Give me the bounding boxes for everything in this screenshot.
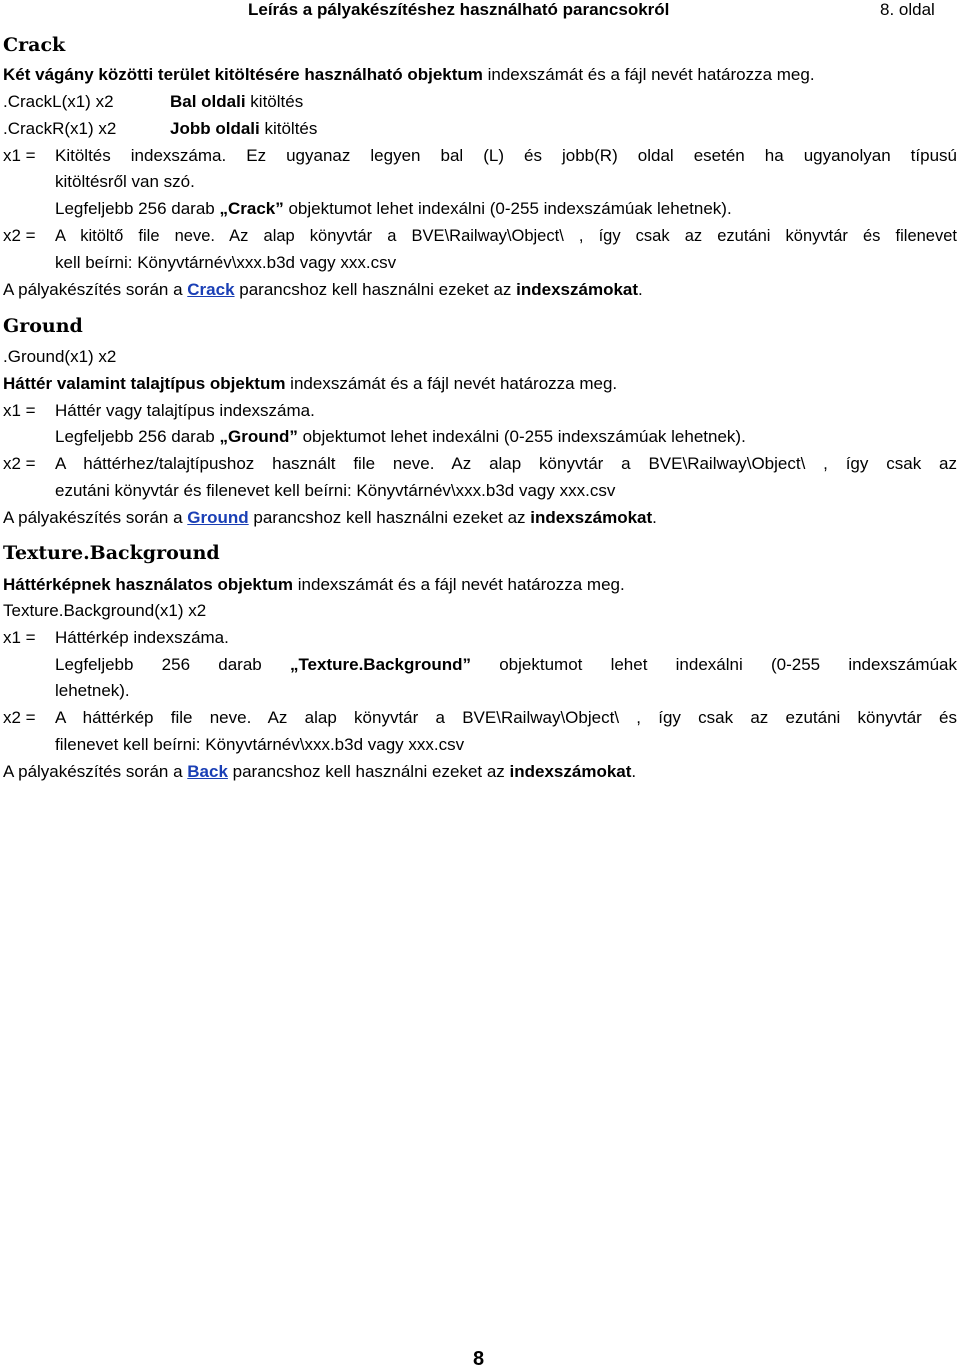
crack-x1-line1: Kitöltés indexszáma. Ez ugyanaz legyen bal (L) és jobb(R) oldal esetén ha ugyanolyan típusú [55,146,957,165]
ground-intro-rest: indexszámát és a fájl nevét határozza meg. [285,374,618,393]
header-page-label: 8. oldal [880,0,935,19]
texture-limit-pre: Legfeljebb 256 darab [55,655,290,674]
page-header [0,0,960,26]
crack-cmd-r-desc-bold: Jobb oldali [170,119,260,138]
crack-note [3,277,957,303]
ground-limit [55,424,957,450]
ground-limit-pre: Legfeljebb 256 darab [55,427,220,446]
ground-note-end: . [652,508,657,527]
crack-note-end: . [638,280,643,299]
ground-intro [3,371,957,397]
ground-x2-line1: A háttérhez/talajtípushoz használt file neve. Az alap könyvtár a BVE\Railway\Object\ , így csak az [55,454,957,473]
crack-link[interactable]: Crack [187,280,235,299]
crack-x1-line2: kitöltésről van szó. [55,172,195,191]
texture-limit [55,652,957,678]
crack-intro [3,62,957,88]
ground-intro-bold: Háttér valamint talajtípus objektum [3,374,286,393]
section-title-ground: Ground [3,315,83,337]
texture-x2-line2: filenevet kell beírni: Könyvtárnév\xxx.b3d vagy xxx.csv [55,735,465,754]
page-number: 8 [473,1348,485,1370]
texture-intro-bold: Háttérképnek használatos objektum [3,575,294,594]
crack-limit-pre: Legfeljebb 256 darab [55,199,220,218]
ground-link[interactable]: Ground [187,508,249,527]
ground-x2-label: x2 = [3,454,36,473]
ground-cmd: .Ground(x1) x2 [3,347,117,366]
crack-limit [55,196,957,222]
ground-limit-post: objektumot lehet indexálni (0-255 indexszámúak lehetnek). [297,427,746,446]
texture-limit-bold: „Texture.Background” [289,655,471,674]
crack-note-pre: A pályakészítés során a [3,280,188,299]
ground-note [3,505,957,531]
texture-limit-post: objektumot lehet indexálni (0-255 indexszámúak [471,655,957,674]
texture-limit-line2: lehetnek). [55,681,130,700]
section-title-texture-background: Texture.Background [3,542,220,564]
crack-cmd-r-desc-rest: kitöltés [259,119,318,138]
texture-note [3,759,957,785]
ground-limit-bold: „Ground” [219,427,298,446]
texture-cmd: Texture.Background(x1) x2 [3,601,207,620]
crack-limit-post: objektumot lehet indexálni (0-255 indexszámúak lehetnek). [283,199,732,218]
texture-note-end: . [631,762,637,781]
ground-x1-line1: Háttér vagy talajtípus indexszáma. [55,401,315,420]
texture-x2-label: x2 = [3,708,36,727]
ground-note-bold: indexszámokat [530,508,653,527]
crack-cmd-l: .CrackL(x1) x2 [3,92,114,111]
ground-x1-label: x1 = [3,401,36,420]
texture-x1-label: x1 = [3,628,36,647]
crack-intro-rest: indexszámát és a fájl nevét határozza meg. [482,65,815,84]
texture-intro [3,572,957,598]
crack-cmd-r-row [3,116,957,142]
crack-note-mid: parancshoz kell használni ezeket az [234,280,517,299]
texture-note-mid: parancshoz kell használni ezeket az [227,762,510,781]
crack-x2-label: x2 = [3,226,36,245]
header-title: Leírás a pályakészítéshez használható parancsokról [248,0,670,19]
crack-x2-line2: kell beírni: Könyvtárnév\xxx.b3d vagy xxx.csv [55,253,397,272]
texture-note-pre: A pályakészítés során a [3,762,188,781]
texture-intro-rest: indexszámát és a fájl nevét határozza meg. [293,575,625,594]
texture-note-bold: indexszámokat [509,762,632,781]
crack-limit-bold: „Crack” [219,199,284,218]
crack-cmd-l-row [3,89,957,115]
crack-cmd-l-desc [170,89,303,115]
ground-x2-line2: ezutáni könyvtár és filenevet kell beírni: Könyvtárnév\xxx.b3d vagy xxx.csv [55,481,616,500]
crack-intro-bold: Két vágány közötti terület kitöltésére használható objektum [3,65,483,84]
crack-cmd-l-desc-rest: kitöltés [245,92,304,111]
crack-cmd-r: .CrackR(x1) x2 [3,119,117,138]
crack-x2-line1: A kitöltő file neve. Az alap könyvtár a BVE\Railway\Object\ , így csak az ezutáni könyvtár és filenevet [55,227,957,245]
texture-x2-line1: A háttérkép file neve. Az alap könyvtár a BVE\Railway\Object\ , így csak az ezutáni könyvtár és [55,708,957,727]
crack-cmd-l-desc-bold: Bal oldali [170,92,246,111]
ground-note-mid: parancshoz kell használni ezeket az [248,508,531,527]
texture-x1-line1: Háttérkép indexszáma. [55,628,229,647]
crack-x1-label: x1 = [3,146,36,165]
crack-note-bold: indexszámokat [516,280,639,299]
crack-cmd-r-desc [170,116,317,142]
ground-note-pre: A pályakészítés során a [3,508,188,527]
section-title-crack: Crack [3,34,66,56]
back-link[interactable]: Back [187,762,228,781]
